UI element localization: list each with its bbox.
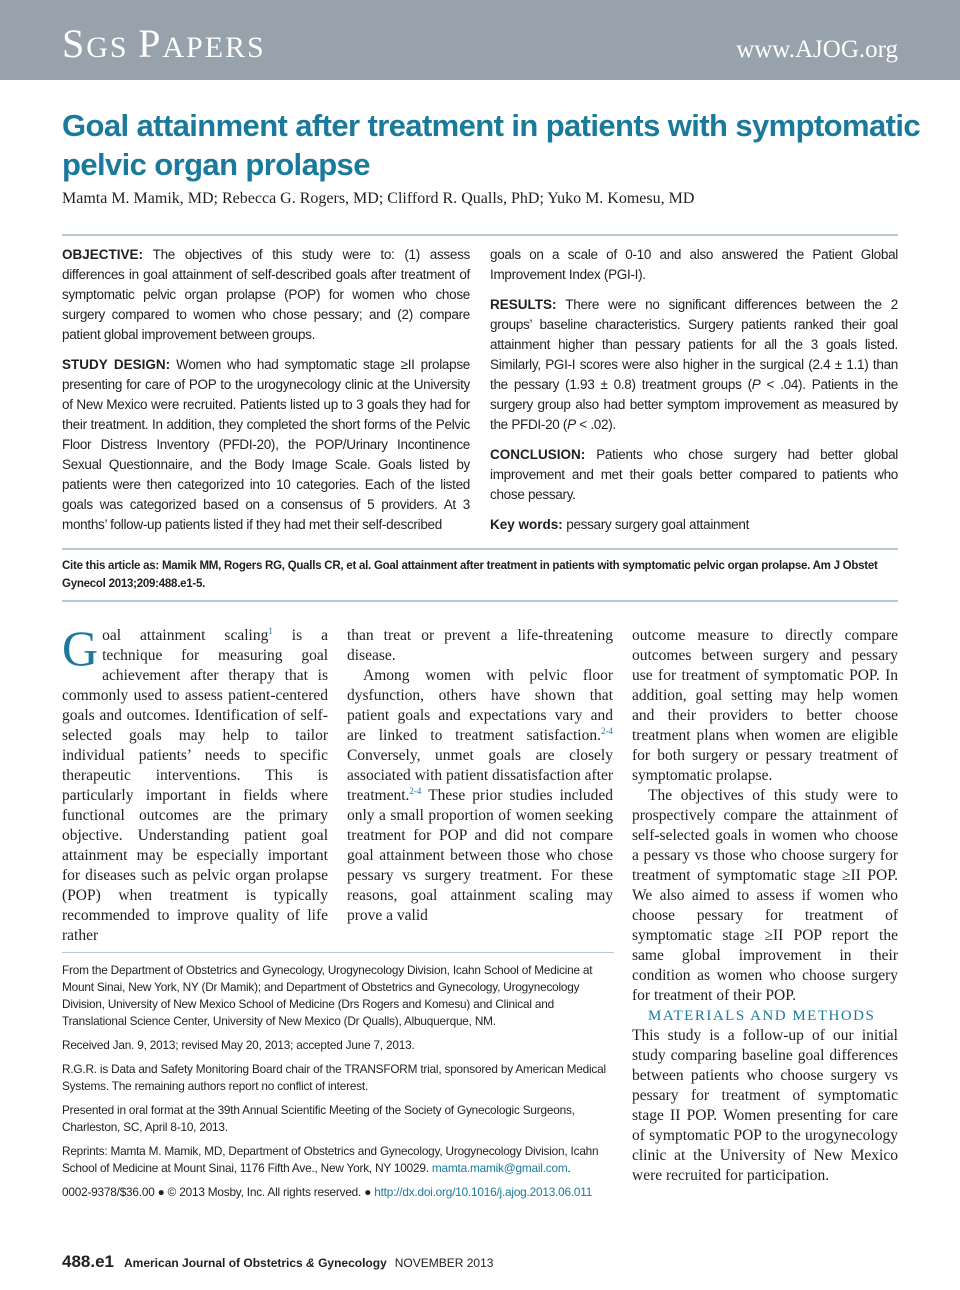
citation-bottom-rule bbox=[62, 600, 898, 602]
author-list: Mamta M. Mamik, MD; Rebecca G. Rogers, MD; Clifford R. Qualls, PhD; Yuko M. Komesu, MD bbox=[62, 190, 695, 207]
footnotes bbox=[62, 962, 614, 1208]
abstract-results: RESULTS: There were no significant differences between the 2 groups’ baseline characteristics. Surgery patients ranked their goal attainment higher than pessary patients for all the 3 goals listed. Similarly, PGI-I scores were also higher in the surgical (2.4 ± 1.1) than the pessary (1.93 ± 0.8) treatment groups (P < .04). Patients in the surgery group also had better symptom improvement as measured by the PFDI-20 (P < .02). bbox=[490, 297, 898, 432]
footnote-affiliation: From the Department of Obstetrics and Gynecology, Urogynecology Division, Icahn School of Medicine at Mount Sinai, New York, NY (Dr Mamik); and Department of Obstetrics and Gynecology, Urogynecology Division, University of New Mexico School of Medicine (Drs Rogers and Komesu) and Clinical and Translational Science Center, University of New Mexico (Dr Qualls), Albuquerque, NM. bbox=[62, 963, 593, 1028]
doi-link[interactable]: http://dx.doi.org/10.1016/j.ajog.2013.06.011 bbox=[374, 1185, 593, 1199]
page-footer bbox=[62, 1252, 493, 1272]
footnote-copyright: 0002-9378/$36.00 ● © 2013 Mosby, Inc. All rights reserved. ● http://dx.doi.org/10.1016/j.ajog.2013.06.011 bbox=[62, 1185, 593, 1199]
body-paragraph-intro-cont: than treat or prevent a life-threatening disease. bbox=[347, 627, 613, 664]
body-paragraph-2-cont: outcome measure to directly compare outcomes between surgery and pessary use for treatment of symptomatic POP. In addition, goal setting may help women and their providers to better choose treatment plans when women are eligible for both surgery or pessary treatment of symptomatic prolapse. bbox=[632, 627, 898, 784]
abstract-study-design: STUDY DESIGN: Women who had symptomatic stage ≥II prolapse presenting for care of POP to the urogynecology clinic at the University of New Mexico were recruited. Patients listed up to 3 goals they had for their treatment. In addition, they completed the short forms of the Pelvic Floor Distress Inventory (PFDI-20), the POP/Urinary Incontinence Sexual Questionnaire, and the Body Image Scale. Goals listed by patients were then categorized into 10 categories. Each of the listed goals was categorized based on a consensus of 5 providers. At 3 months’ follow-up patients listed if they had met their self-described bbox=[62, 357, 471, 532]
issue-date: NOVEMBER 2013 bbox=[394, 1256, 494, 1270]
journal-name: American Journal of Obstetrics & Gynecology bbox=[124, 1256, 387, 1270]
journal-header-bar bbox=[0, 0, 960, 80]
body-column-2 bbox=[347, 626, 613, 926]
reference-link[interactable]: 2-4 bbox=[601, 725, 613, 736]
footnote-disclosure: R.G.R. is Data and Safety Monitoring Board chair of the TRANSFORM trial, sponsored by American Medical Systems. The remaining authors report no conflict of interest. bbox=[62, 1062, 606, 1093]
abstract-keywords: Key words: pessary surgery goal attainment bbox=[490, 517, 750, 532]
reference-link[interactable]: 2-4 bbox=[409, 785, 422, 796]
footnote-dates: Received Jan. 9, 2013; revised May 20, 2013; accepted June 7, 2013. bbox=[62, 1038, 415, 1052]
body-paragraph-objectives: The objectives of this study were to prospectively compare the attainment of self-selected goals in women who choose a pessary vs those who choose surgery for treatment of symptomatic stage ≥II POP. We also aimed to assess if women who choose pessary for treatment of symptomatic stage ≥II POP report the same global improvement in their condition as women who choose surgery for treatment of their POP. bbox=[632, 787, 898, 1004]
series-name: SGS PAPERS bbox=[62, 21, 266, 66]
email-link[interactable]: mamta.mamik@gmail.com bbox=[431, 1161, 568, 1175]
body-paragraph-methods: This study is a follow-up of our initial study comparing baseline goal differences between patients who choose surgery vs pessary for treatment of symptomatic stage II POP. Women presenting for care of symptomatic POP to the urogynecology clinic at the University of New Mexico were recruited for participation. bbox=[632, 1027, 898, 1184]
article-title: Goal attainment after treatment in patients with symptomatic pelvic organ prolapse bbox=[62, 108, 920, 182]
body-column-3 bbox=[632, 626, 898, 1186]
footnote-rule bbox=[62, 952, 614, 953]
citation: Cite this article as: Mamik MM, Rogers RG, Qualls CR, et al. Goal attainment after treatment in patients with symptomatic pelvic organ prolapse. Am J Obstet Gynecol 2013;209:488.e1-5. bbox=[62, 560, 878, 590]
reference-link[interactable]: 1 bbox=[268, 625, 273, 636]
journal-website[interactable]: www.AJOG.org bbox=[736, 36, 898, 63]
abstract-conclusion: CONCLUSION: Patients who chose surgery had better global improvement and met their goals better compared to patients who chose pessary. bbox=[490, 447, 899, 502]
footnote-presented: Presented in oral format at the 39th Annual Scientific Meeting of the Society of Gynecologic Surgeons, Charleston, SC, April 8-10, 2013. bbox=[62, 1103, 575, 1134]
section-heading: MATERIALS AND METHODS bbox=[648, 1008, 876, 1024]
body-paragraph-intro: Goal attainment scaling$^1$ is a technique for measuring goal achievement after therapy that is commonly used to assess patient-centered goals and outcomes. Identification of self-selected goals may help to tailor individual patients’ needs to specific therapeutic interventions. This is particularly important in fields where functional outcomes are the primary objective. Understanding patient goal attainment may be especially important for diseases such as pelvic organ prolapse (POP) when treatment is typically recommended to improve quality of life rather bbox=[62, 620, 328, 944]
abstract-left-column bbox=[62, 245, 470, 545]
abstract-study-design-cont: goals on a scale of 0-10 and also answered the Patient Global Improvement Index (PGI-I). bbox=[490, 247, 898, 282]
page-number: 488.e1 bbox=[62, 1252, 114, 1271]
body-column-1 bbox=[62, 620, 328, 946]
body-paragraph-2: Among women with pelvic floor dysfunction, others have shown that patient goals and expectations vary and are linked to treatment satisfaction.$^{2-4}$ Conversely, unmet goals are closely associated with patient dissatisfaction after treatment.$^{2-4}$ These prior studies included only a small proportion of women seeking treatment for POP and did not compare goal attainment between those who chose pessary vs surgery treatment. For these reasons, goal attainment scaling may prove a valid bbox=[347, 667, 613, 924]
drop-cap: G bbox=[62, 620, 99, 676]
footnote-reprints: Reprints: Mamta M. Mamik, MD, Department of Obstetrics and Gynecology, Urogynecology Division, Icahn School of Medicine at Mount Sinai, 1176 Fifth Ave., New York, NY 10029. mamta.mamik@gmail.com. bbox=[62, 1144, 599, 1175]
abstract-top-rule bbox=[62, 234, 898, 236]
citation-top-rule bbox=[62, 548, 898, 550]
abstract-objective: OBJECTIVE: The objectives of this study were to: (1) assess differences in goal attainment of self-described goals after treatment of symptomatic pelvic organ prolapse (POP) for women who chose surgery compared to women who chose pessary; and (2) compare patient global improvement between groups. bbox=[62, 247, 470, 342]
abstract-right-column bbox=[490, 245, 898, 545]
